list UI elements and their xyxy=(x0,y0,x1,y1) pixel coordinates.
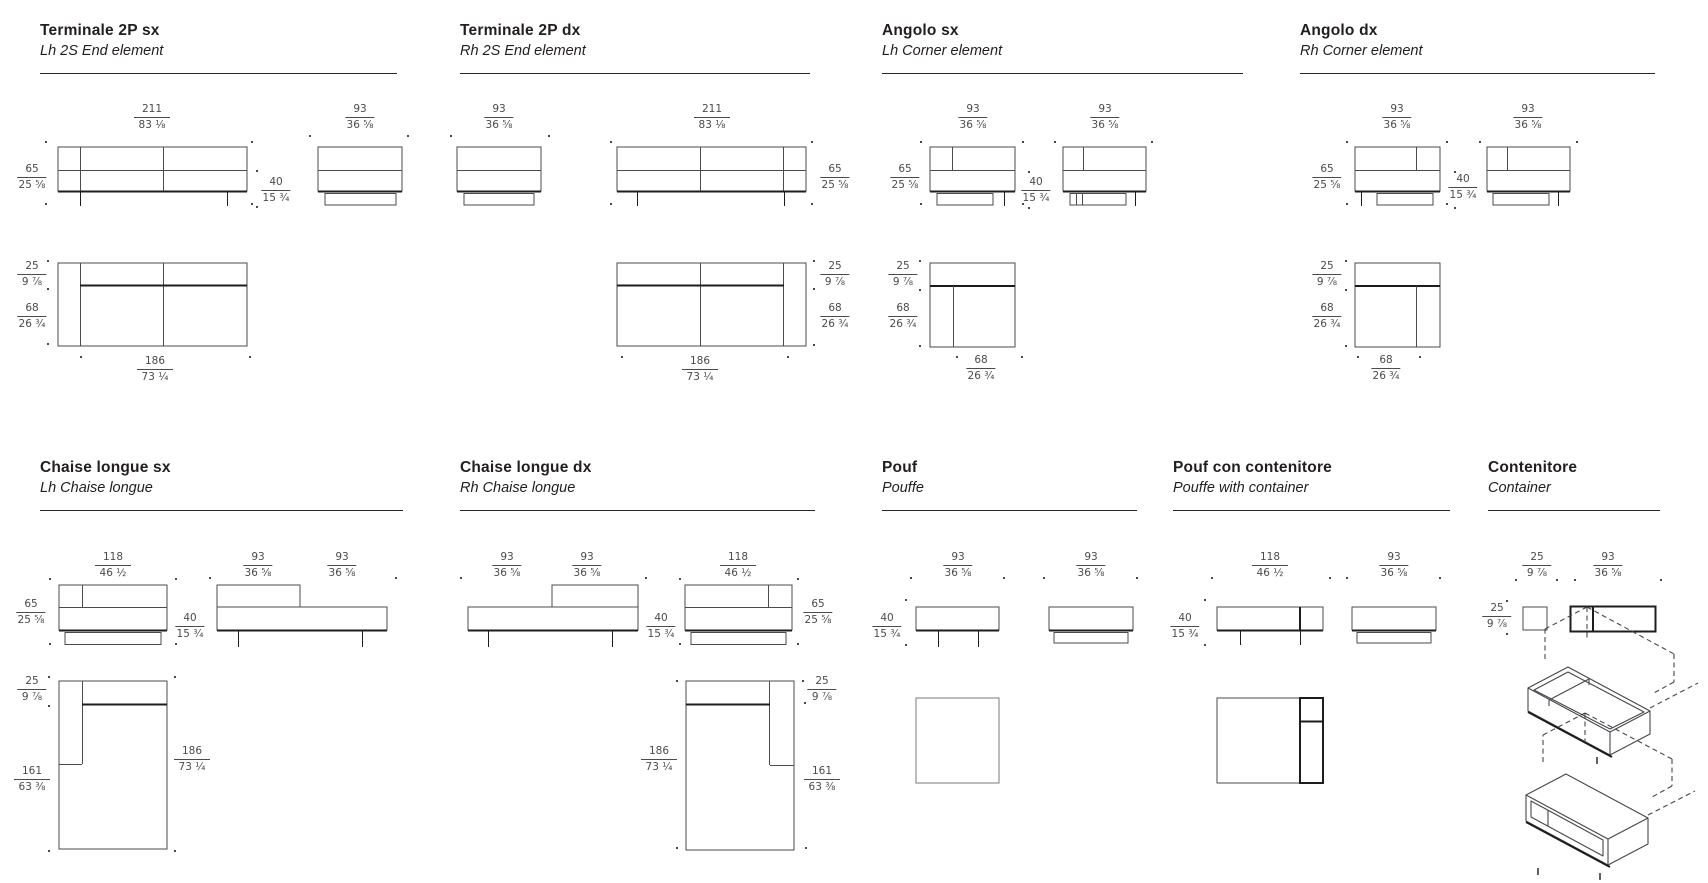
pouf-plan-view xyxy=(916,698,999,783)
section-subtitle: Rh Corner element xyxy=(1300,43,1423,59)
dim-label-depth-93: 93 36 ⅝ xyxy=(1091,103,1119,131)
section-header-chaise-longue-dx xyxy=(460,458,815,511)
dim-label-length-186: 186 73 ¼ xyxy=(174,745,210,773)
dim-label-back-depth-25: 25 9 ⅞ xyxy=(17,260,46,288)
dim-label-width-118: 118 46 ½ xyxy=(1252,551,1288,579)
angolo-sx-side-view xyxy=(1063,147,1146,206)
angolo-dx-front-view xyxy=(1355,147,1440,206)
chaise-sx-front-view xyxy=(59,585,167,645)
section-rule xyxy=(882,510,1137,511)
dim-label-seat-depth-68: 68 26 ¾ xyxy=(889,302,917,330)
section-title: Chaise longue dx xyxy=(460,459,592,476)
section-rule xyxy=(40,510,403,511)
dim-label-width-93: 93 36 ⅝ xyxy=(1383,103,1411,131)
terminale-sx-plan-view xyxy=(58,263,247,346)
dim-label-seat-depth-68: 68 26 ¾ xyxy=(821,302,849,330)
angolo-dx-side-view xyxy=(1487,147,1570,206)
dim-label-height-65: 65 25 ⅝ xyxy=(804,598,832,626)
dim-label-seat-93: 93 36 ⅝ xyxy=(573,551,601,579)
chaise-dx-front-view xyxy=(685,585,792,645)
dim-label-height-65: 65 25 ⅝ xyxy=(891,163,919,191)
section-title: Angolo dx xyxy=(1300,22,1378,39)
dim-label-back-depth-25: 25 9 ⅞ xyxy=(807,675,836,703)
section-title: Contenitore xyxy=(1488,459,1578,476)
dim-label-depth-93: 93 36 ⅝ xyxy=(346,103,374,131)
section-title: Angolo sx xyxy=(882,22,959,39)
dim-label-height-65: 65 25 ⅝ xyxy=(821,163,849,191)
pouf-container-plan-view xyxy=(1217,698,1323,783)
section-header-pouf xyxy=(882,458,1137,511)
dim-label-back-depth-25: 25 9 ⅞ xyxy=(820,260,849,288)
section-subtitle: Lh Chaise longue xyxy=(40,480,153,496)
section-header-contenitore xyxy=(1488,458,1660,511)
pouf-front-view xyxy=(916,607,999,647)
pouf-container-side-view xyxy=(1352,607,1436,643)
dim-label-width-93: 93 36 ⅝ xyxy=(944,551,972,579)
section-subtitle: Pouffe xyxy=(882,480,924,496)
dim-label-plan-width-186: 186 73 ¼ xyxy=(682,355,718,383)
dim-label-back-93: 93 36 ⅝ xyxy=(493,551,521,579)
dim-label-back-93: 93 36 ⅝ xyxy=(244,551,272,579)
dim-label-height-65: 65 25 ⅝ xyxy=(18,163,46,191)
dim-label-seat-height-40: 40 15 ¾ xyxy=(647,612,675,640)
pouf-container-front-view xyxy=(1217,607,1323,645)
section-subtitle: Container xyxy=(1488,480,1551,496)
dim-label-height-65: 65 25 ⅝ xyxy=(1313,163,1341,191)
section-rule xyxy=(40,73,397,74)
section-subtitle: Pouffe with container xyxy=(1173,480,1309,496)
dim-label-length-161: 161 63 ⅜ xyxy=(804,765,840,793)
section-rule xyxy=(460,510,815,511)
dim-label-width-25: 25 9 ⅞ xyxy=(1522,551,1551,579)
section-title: Pouf xyxy=(882,459,918,476)
section-title: Chaise longue sx xyxy=(40,459,171,476)
dim-label-height-40: 40 15 ¾ xyxy=(873,612,901,640)
container-small-plan-view xyxy=(1523,607,1547,630)
dim-label-seat-height-40: 40 15 ¾ xyxy=(262,176,290,204)
section-rule xyxy=(1488,510,1660,511)
pouf-side-view xyxy=(1049,607,1133,643)
section-header-terminale-2p-sx xyxy=(40,21,397,74)
section-rule xyxy=(882,73,1243,74)
dim-label-width-118: 118 46 ½ xyxy=(720,551,756,579)
dim-label-height-40: 40 15 ¾ xyxy=(1171,612,1199,640)
dim-label-width-211: 211 83 ⅛ xyxy=(694,103,730,131)
dim-label-length-161: 161 63 ⅜ xyxy=(14,765,50,793)
section-header-terminale-2p-dx xyxy=(460,21,810,74)
dim-label-depth-93: 93 36 ⅝ xyxy=(1077,551,1105,579)
section-subtitle: Rh 2S End element xyxy=(460,43,586,59)
dim-label-width-211: 211 83 ⅛ xyxy=(134,103,170,131)
dim-label-height-65: 65 25 ⅝ xyxy=(17,598,45,626)
chaise-sx-plan-view xyxy=(59,681,167,849)
chaise-dx-side-view xyxy=(468,585,638,647)
section-rule xyxy=(460,73,810,74)
section-header-angolo-sx xyxy=(882,21,1243,74)
section-title: Terminale 2P sx xyxy=(40,22,160,39)
angolo-sx-plan-view xyxy=(930,263,1015,347)
dim-label-plan-width-68: 68 26 ¾ xyxy=(967,354,995,382)
section-title: Terminale 2P dx xyxy=(460,22,581,39)
dim-label-depth-93: 93 36 ⅝ xyxy=(1514,103,1542,131)
section-rule xyxy=(1300,73,1655,74)
dim-label-seat-depth-68: 68 26 ¾ xyxy=(1313,302,1341,330)
dim-label-plan-width-186: 186 73 ¼ xyxy=(137,355,173,383)
dim-label-seat-height-40: 40 15 ¾ xyxy=(1022,176,1050,204)
dim-label-seat-93: 93 36 ⅝ xyxy=(328,551,356,579)
terminale-sx-front-view xyxy=(58,147,247,206)
terminale-sx-side-view xyxy=(318,147,402,205)
dim-label-width-93: 93 36 ⅝ xyxy=(1594,551,1622,579)
terminale-dx-side-view xyxy=(457,147,541,205)
dim-label-plan-width-68: 68 26 ¾ xyxy=(1372,354,1400,382)
dim-label-depth-25: 25 9 ⅞ xyxy=(1482,602,1511,630)
dim-label-seat-height-40: 40 15 ¾ xyxy=(1449,173,1477,201)
dim-label-back-depth-25: 25 9 ⅞ xyxy=(888,260,917,288)
dim-label-depth-93: 93 36 ⅝ xyxy=(485,103,513,131)
dim-label-depth-93: 93 36 ⅝ xyxy=(1380,551,1408,579)
dim-label-length-186: 186 73 ¼ xyxy=(641,745,677,773)
section-header-chaise-longue-sx xyxy=(40,458,403,511)
dim-label-back-depth-25: 25 9 ⅞ xyxy=(17,675,46,703)
section-title: Pouf con contenitore xyxy=(1173,459,1332,476)
angolo-sx-front-view xyxy=(930,147,1015,206)
chaise-dx-plan-view xyxy=(686,681,794,850)
angolo-dx-plan-view xyxy=(1355,263,1440,347)
dim-label-seat-depth-68: 68 26 ¾ xyxy=(18,302,46,330)
section-header-pouf-con-contenitore xyxy=(1173,458,1450,511)
dim-label-width-118: 118 46 ½ xyxy=(95,551,131,579)
section-rule xyxy=(1173,510,1450,511)
terminale-dx-plan-view xyxy=(617,263,806,346)
terminale-dx-front-view xyxy=(617,147,806,206)
dim-label-seat-height-40: 40 15 ¾ xyxy=(176,612,204,640)
dim-label-back-depth-25: 25 9 ⅞ xyxy=(1312,260,1341,288)
section-subtitle: Lh Corner element xyxy=(882,43,1003,59)
dim-label-width-93: 93 36 ⅝ xyxy=(959,103,987,131)
container-long-plan-view xyxy=(1571,607,1656,632)
section-subtitle: Lh 2S End element xyxy=(40,43,164,59)
chaise-sx-side-view xyxy=(217,585,387,647)
section-subtitle: Rh Chaise longue xyxy=(460,480,576,496)
section-header-angolo-dx xyxy=(1300,21,1655,74)
